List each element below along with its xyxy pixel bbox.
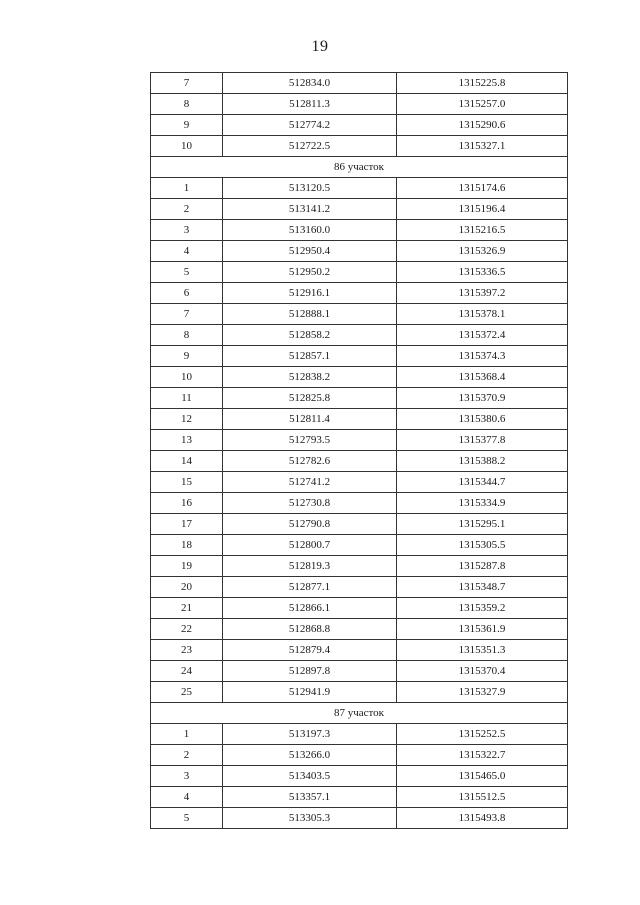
y-coordinate-cell: 1315368.4 xyxy=(397,367,568,388)
y-coordinate-cell: 1315377.8 xyxy=(397,430,568,451)
table-row xyxy=(151,682,568,703)
y-coordinate-cell: 1315351.3 xyxy=(397,640,568,661)
table-row xyxy=(151,430,568,451)
x-coordinate-cell: 512877.1 xyxy=(223,577,397,598)
y-coordinate-cell: 1315326.9 xyxy=(397,241,568,262)
y-coordinate-cell: 1315370.4 xyxy=(397,661,568,682)
table-row xyxy=(151,136,568,157)
point-number-cell: 9 xyxy=(151,346,223,367)
y-coordinate-cell: 1315512.5 xyxy=(397,787,568,808)
y-coordinate-cell: 1315225.8 xyxy=(397,73,568,94)
y-coordinate-cell: 1315372.4 xyxy=(397,325,568,346)
x-coordinate-cell: 512941.9 xyxy=(223,682,397,703)
x-coordinate-cell: 512800.7 xyxy=(223,535,397,556)
y-coordinate-cell: 1315216.5 xyxy=(397,220,568,241)
point-number-cell: 25 xyxy=(151,682,223,703)
x-coordinate-cell: 513357.1 xyxy=(223,787,397,808)
table-row xyxy=(151,535,568,556)
point-number-cell: 6 xyxy=(151,283,223,304)
point-number-cell: 2 xyxy=(151,745,223,766)
point-number-cell: 8 xyxy=(151,94,223,115)
table-row xyxy=(151,661,568,682)
table-row xyxy=(151,556,568,577)
point-number-cell: 14 xyxy=(151,451,223,472)
table-row xyxy=(151,619,568,640)
x-coordinate-cell: 512866.1 xyxy=(223,598,397,619)
y-coordinate-cell: 1315370.9 xyxy=(397,388,568,409)
y-coordinate-cell: 1315174.6 xyxy=(397,178,568,199)
point-number-cell: 15 xyxy=(151,472,223,493)
y-coordinate-cell: 1315322.7 xyxy=(397,745,568,766)
table-row xyxy=(151,745,568,766)
point-number-cell: 23 xyxy=(151,640,223,661)
table-row xyxy=(151,325,568,346)
y-coordinate-cell: 1315380.6 xyxy=(397,409,568,430)
table-row xyxy=(151,304,568,325)
table-row xyxy=(151,346,568,367)
x-coordinate-cell: 512950.4 xyxy=(223,241,397,262)
table-row xyxy=(151,640,568,661)
x-coordinate-cell: 512819.3 xyxy=(223,556,397,577)
table-row xyxy=(151,220,568,241)
x-coordinate-cell: 513197.3 xyxy=(223,724,397,745)
table-row xyxy=(151,577,568,598)
x-coordinate-cell: 512730.8 xyxy=(223,493,397,514)
x-coordinate-cell: 512741.2 xyxy=(223,472,397,493)
x-coordinate-cell: 512858.2 xyxy=(223,325,397,346)
y-coordinate-cell: 1315344.7 xyxy=(397,472,568,493)
point-number-cell: 12 xyxy=(151,409,223,430)
y-coordinate-cell: 1315359.2 xyxy=(397,598,568,619)
table-row xyxy=(151,787,568,808)
x-coordinate-cell: 513403.5 xyxy=(223,766,397,787)
table-row xyxy=(151,178,568,199)
point-number-cell: 4 xyxy=(151,241,223,262)
x-coordinate-cell: 512811.3 xyxy=(223,94,397,115)
table-row xyxy=(151,766,568,787)
section-heading: 87 участок xyxy=(151,703,568,724)
table-row xyxy=(151,409,568,430)
x-coordinate-cell: 513141.2 xyxy=(223,199,397,220)
page-number: 19 xyxy=(311,38,329,55)
y-coordinate-cell: 1315374.3 xyxy=(397,346,568,367)
x-coordinate-cell: 512879.4 xyxy=(223,640,397,661)
y-coordinate-cell: 1315336.5 xyxy=(397,262,568,283)
x-coordinate-cell: 513120.5 xyxy=(223,178,397,199)
y-coordinate-cell: 1315334.9 xyxy=(397,493,568,514)
point-number-cell: 10 xyxy=(151,136,223,157)
x-coordinate-cell: 512834.0 xyxy=(223,73,397,94)
table-row xyxy=(151,367,568,388)
table-row xyxy=(151,493,568,514)
x-coordinate-cell: 512916.1 xyxy=(223,283,397,304)
y-coordinate-cell: 1315196.4 xyxy=(397,199,568,220)
point-number-cell: 16 xyxy=(151,493,223,514)
point-number-cell: 4 xyxy=(151,787,223,808)
table-row xyxy=(151,94,568,115)
x-coordinate-cell: 513160.0 xyxy=(223,220,397,241)
table-row xyxy=(151,808,568,829)
y-coordinate-cell: 1315257.0 xyxy=(397,94,568,115)
y-coordinate-cell: 1315493.8 xyxy=(397,808,568,829)
point-number-cell: 7 xyxy=(151,304,223,325)
y-coordinate-cell: 1315327.9 xyxy=(397,682,568,703)
point-number-cell: 13 xyxy=(151,430,223,451)
y-coordinate-cell: 1315378.1 xyxy=(397,304,568,325)
y-coordinate-cell: 1315327.1 xyxy=(397,136,568,157)
table-row xyxy=(151,115,568,136)
y-coordinate-cell: 1315290.6 xyxy=(397,115,568,136)
table-row xyxy=(151,451,568,472)
point-number-cell: 21 xyxy=(151,598,223,619)
coordinates-table-body xyxy=(151,73,568,829)
x-coordinate-cell: 512774.2 xyxy=(223,115,397,136)
y-coordinate-cell: 1315388.2 xyxy=(397,451,568,472)
point-number-cell: 17 xyxy=(151,514,223,535)
point-number-cell: 5 xyxy=(151,808,223,829)
point-number-cell: 1 xyxy=(151,178,223,199)
point-number-cell: 3 xyxy=(151,766,223,787)
point-number-cell: 9 xyxy=(151,115,223,136)
point-number-cell: 19 xyxy=(151,556,223,577)
point-number-cell: 1 xyxy=(151,724,223,745)
point-number-cell: 18 xyxy=(151,535,223,556)
table-row xyxy=(151,283,568,304)
y-coordinate-cell: 1315465.0 xyxy=(397,766,568,787)
point-number-cell: 20 xyxy=(151,577,223,598)
section-heading-row xyxy=(151,157,568,178)
point-number-cell: 3 xyxy=(151,220,223,241)
point-number-cell: 8 xyxy=(151,325,223,346)
point-number-cell: 24 xyxy=(151,661,223,682)
x-coordinate-cell: 512793.5 xyxy=(223,430,397,451)
x-coordinate-cell: 512722.5 xyxy=(223,136,397,157)
table-row xyxy=(151,598,568,619)
y-coordinate-cell: 1315348.7 xyxy=(397,577,568,598)
x-coordinate-cell: 513266.0 xyxy=(223,745,397,766)
x-coordinate-cell: 512811.4 xyxy=(223,409,397,430)
y-coordinate-cell: 1315397.2 xyxy=(397,283,568,304)
point-number-cell: 22 xyxy=(151,619,223,640)
x-coordinate-cell: 512790.8 xyxy=(223,514,397,535)
y-coordinate-cell: 1315295.1 xyxy=(397,514,568,535)
x-coordinate-cell: 512950.2 xyxy=(223,262,397,283)
table-row xyxy=(151,241,568,262)
table-row xyxy=(151,724,568,745)
x-coordinate-cell: 512868.8 xyxy=(223,619,397,640)
x-coordinate-cell: 512782.6 xyxy=(223,451,397,472)
point-number-cell: 5 xyxy=(151,262,223,283)
x-coordinate-cell: 512838.2 xyxy=(223,367,397,388)
y-coordinate-cell: 1315287.8 xyxy=(397,556,568,577)
x-coordinate-cell: 512888.1 xyxy=(223,304,397,325)
x-coordinate-cell: 513305.3 xyxy=(223,808,397,829)
point-number-cell: 10 xyxy=(151,367,223,388)
table-row xyxy=(151,388,568,409)
section-heading: 86 участок xyxy=(151,157,568,178)
table-row xyxy=(151,73,568,94)
table-row xyxy=(151,199,568,220)
coordinates-table xyxy=(150,72,568,829)
point-number-cell: 2 xyxy=(151,199,223,220)
point-number-cell: 7 xyxy=(151,73,223,94)
table-row xyxy=(151,262,568,283)
table-row xyxy=(151,472,568,493)
y-coordinate-cell: 1315305.5 xyxy=(397,535,568,556)
table-row xyxy=(151,514,568,535)
point-number-cell: 11 xyxy=(151,388,223,409)
section-heading-row xyxy=(151,703,568,724)
x-coordinate-cell: 512857.1 xyxy=(223,346,397,367)
y-coordinate-cell: 1315361.9 xyxy=(397,619,568,640)
x-coordinate-cell: 512897.8 xyxy=(223,661,397,682)
x-coordinate-cell: 512825.8 xyxy=(223,388,397,409)
y-coordinate-cell: 1315252.5 xyxy=(397,724,568,745)
